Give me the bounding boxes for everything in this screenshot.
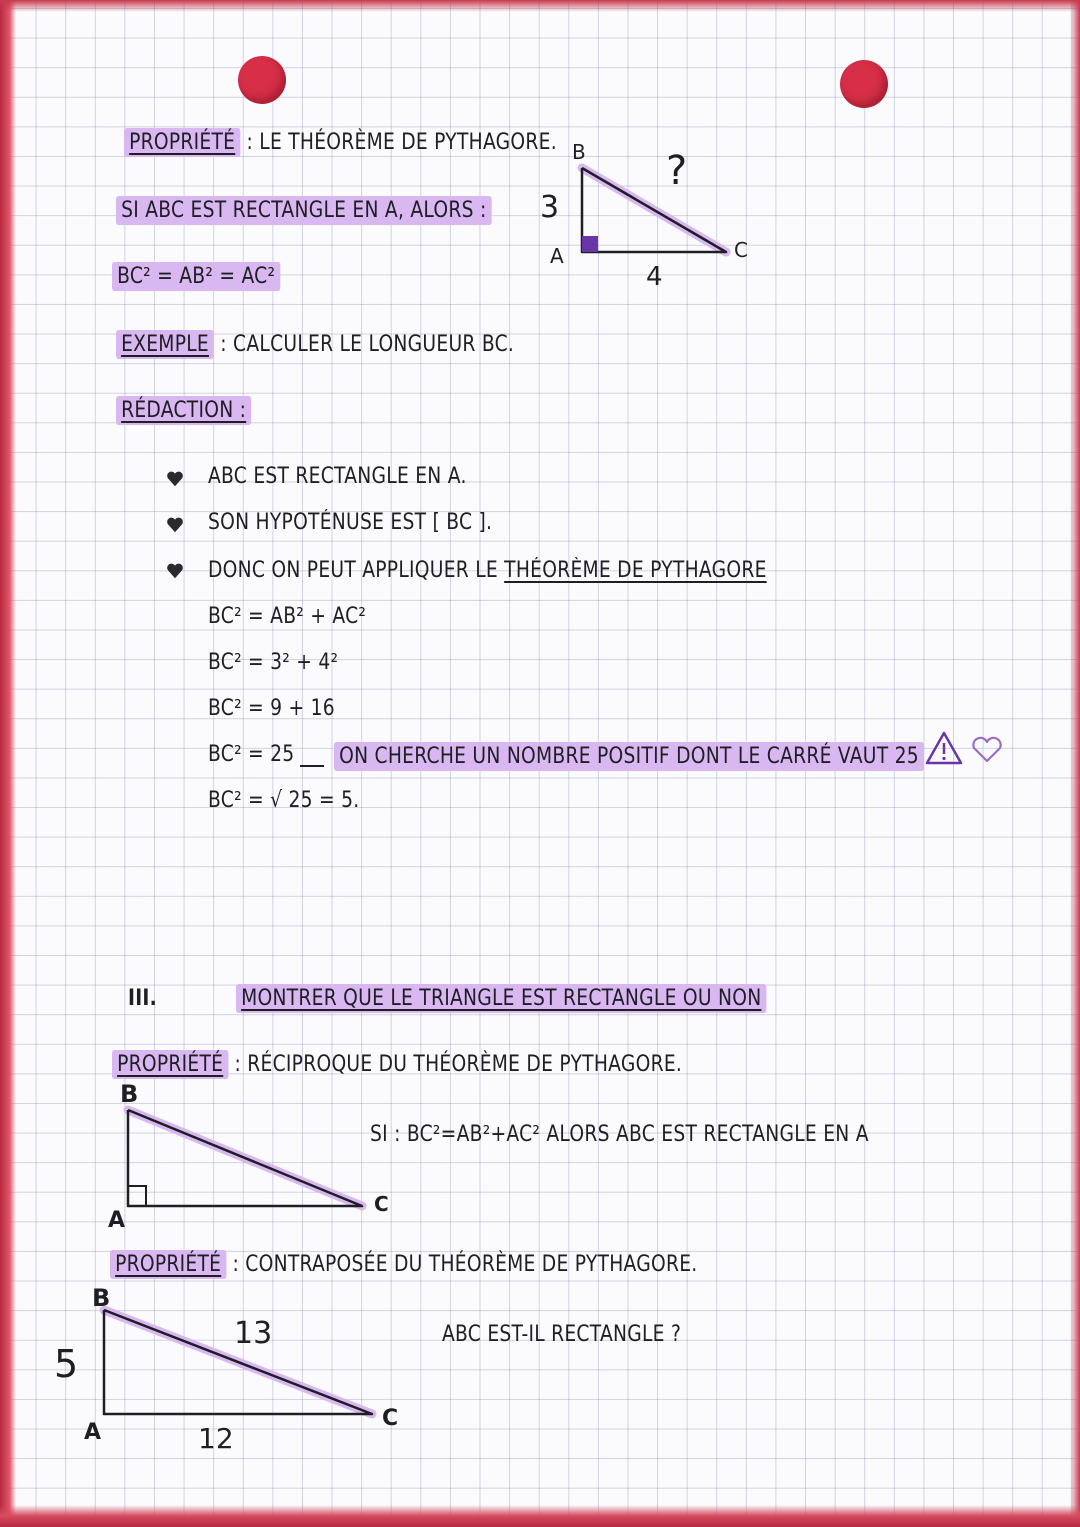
t2-vertex-b: B — [120, 1080, 139, 1108]
heart-bullet-icon — [166, 516, 184, 534]
condition-line — [116, 198, 492, 223]
t3-side-ac: 12 — [198, 1422, 234, 1455]
t3-vertex-b: B — [92, 1284, 111, 1312]
section-numeral: III. — [128, 986, 158, 1011]
t1-vertex-c: C — [734, 238, 748, 262]
example-heading — [116, 332, 514, 357]
reciprocal-heading — [112, 1052, 682, 1077]
step-3: BC² = 9 + 16 — [208, 696, 335, 721]
warning-icon — [924, 730, 964, 766]
t1-side-ac: 4 — [646, 262, 663, 292]
bullet-3-text: DONC ON PEUT APPLIQUER LE — [208, 558, 505, 583]
step-1: BC² = AB² + AC² — [208, 604, 367, 629]
t3-side-ab: 5 — [54, 1342, 79, 1386]
right-edge — [1070, 0, 1080, 1527]
t3-side-bc: 13 — [234, 1316, 273, 1351]
section-title-text: MONTRER QUE LE TRIANGLE EST RECTANGLE OU NON — [236, 984, 767, 1013]
redaction-label: RÉDACTION : — [116, 396, 251, 425]
triangle-2 — [110, 1100, 410, 1230]
note-line — [334, 744, 919, 769]
t2-vertex-c: C — [374, 1192, 389, 1216]
heart-bullet-icon — [166, 470, 184, 488]
t3-vertex-a: A — [84, 1420, 102, 1445]
t3-vertex-c: C — [382, 1406, 399, 1431]
step-2: BC² = 3² + 4² — [208, 650, 339, 675]
redaction-heading — [116, 398, 251, 423]
reciprocal-text: : RÉCIPROQUE DU THÉORÈME DE PYTHAGORE. — [228, 1052, 683, 1077]
top-edge — [0, 0, 1080, 12]
bullet-3-theorem: THÉORÈME DE PYTHAGORE — [504, 558, 767, 583]
dash-mark — [300, 764, 326, 768]
t1-vertex-b: B — [572, 140, 586, 164]
step-5: BC² = √ 25 = 5. — [208, 788, 360, 813]
reciprocal-label: PROPRIÉTÉ — [112, 1050, 228, 1079]
formula-line — [112, 264, 280, 289]
contrapositive-text: : CONTRAPOSÉE DU THÉORÈME DE PYTHAGORE. — [226, 1252, 698, 1277]
left-margin-edge — [0, 0, 16, 1527]
formula-text: BC² = AB² = AC² — [112, 262, 280, 291]
reciprocal-statement: SI : BC²=AB²+AC² ALORS ABC EST RECTANGLE EN A — [370, 1122, 869, 1147]
property-label: PROPRIÉTÉ — [124, 128, 240, 157]
right-angle-mark — [582, 236, 598, 252]
example-text: : CALCULER LE LONGUEUR BC. — [214, 332, 515, 357]
triangle-1-outline — [582, 168, 726, 252]
right-angle-mark — [128, 1186, 146, 1206]
property-heading — [124, 130, 557, 155]
contrapositive-heading — [110, 1252, 697, 1277]
t1-vertex-a: A — [550, 244, 564, 268]
section-title — [236, 986, 767, 1011]
heart-outline-icon — [970, 736, 1004, 764]
question-text: ABC EST-IL RECTANGLE ? — [442, 1322, 682, 1347]
bottom-edge — [0, 1505, 1080, 1527]
note-text: ON CHERCHE UN NOMBRE POSITIF DONT LE CARRÉ VAUT 25 — [334, 742, 924, 771]
bullet-1: ABC EST RECTANGLE EN A. — [208, 464, 467, 489]
triangle-2-outline — [128, 1110, 362, 1206]
condition-text: SI ABC EST RECTANGLE EN A, ALORS : — [116, 196, 492, 225]
punch-hole-left — [238, 56, 286, 104]
contrapositive-label: PROPRIÉTÉ — [110, 1250, 226, 1279]
punch-hole-right — [840, 60, 888, 108]
bullet-3 — [208, 558, 767, 583]
step-4: BC² = 25 — [208, 742, 295, 767]
example-label: EXEMPLE — [116, 330, 214, 359]
t1-side-bc: ? — [666, 148, 688, 194]
bullet-2: SON HYPOTÉNUSE EST [ BC ]. — [208, 510, 493, 535]
t1-side-ab: 3 — [540, 190, 560, 225]
property-text: : LE THÉORÈME DE PYTHAGORE. — [240, 130, 557, 155]
t2-vertex-a: A — [108, 1208, 126, 1233]
heart-bullet-icon — [166, 562, 184, 580]
